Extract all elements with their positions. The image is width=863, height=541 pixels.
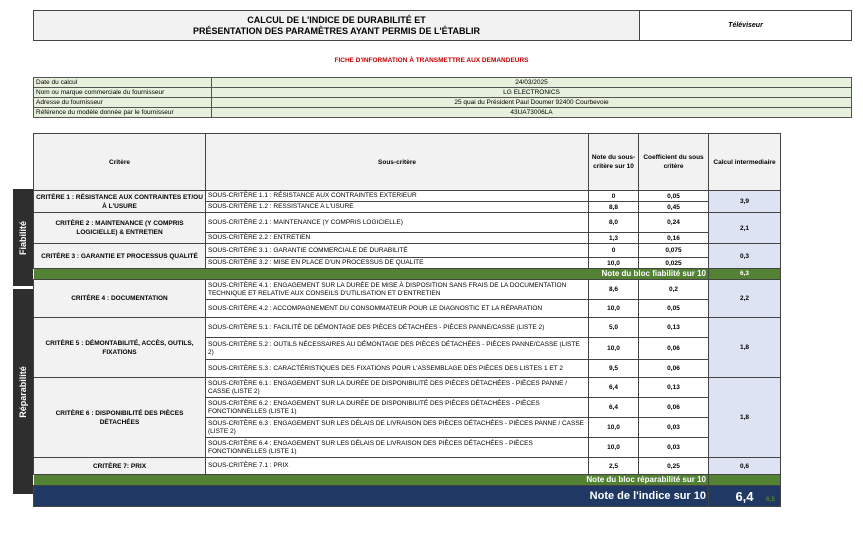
col-header-sous-critere: Sous-critère [206, 134, 589, 191]
sub-criterion-coef: 0,45 [639, 202, 709, 213]
criterion-calc: 3,9 [709, 191, 781, 213]
criterion-calc: 2,1 [709, 213, 781, 244]
fiabilite-total-value: 6,3 [709, 269, 781, 280]
sub-criterion-row [34, 213, 781, 233]
document-title [33, 10, 640, 41]
info-value: 24/03/2025 [212, 78, 852, 88]
reparabilite-total-spacer [709, 475, 781, 486]
title-line-2: PRÉSENTATION DES PARAMÈTRES AYANT PERMIS DE L'ÉTABLIR [192, 25, 480, 36]
sub-criterion-row [34, 318, 781, 338]
criterion-name: CRITÈRE 6 : DISPONIBILITÉ DES PIÈCES DÉTACHÉES [34, 378, 206, 458]
col-header-calc: Calcul intermediaire [709, 134, 781, 191]
sub-criterion-note: 5,0 [589, 318, 639, 338]
sub-criterion-label: SOUS-CRITÈRE 3.2 : MISE EN PLACE D'UN PROCESSUS DE QUALITE [206, 258, 589, 269]
sub-criterion-coef: 0,16 [639, 233, 709, 244]
criterion-name: CRITÈRE 1 : RÉSISTANCE AUX CONTRAINTES ET/OU À L'USURE [34, 191, 206, 213]
sub-criterion-coef: 0,13 [639, 378, 709, 398]
sub-criterion-coef: 0,075 [639, 244, 709, 258]
sub-criterion-note: 1,3 [589, 233, 639, 244]
block-label-fiabilite: Fiabilité [13, 189, 33, 286]
info-row [34, 88, 852, 98]
criterion-calc: 0,3 [709, 244, 781, 269]
final-score-value: 6,4 [709, 486, 781, 507]
sub-criterion-row [34, 378, 781, 398]
sub-criterion-label: SOUS-CRITÈRE 1.1 : RÉSISTANCE AUX CONTRAINTES EXTERIEUR [206, 191, 589, 202]
info-value: LG ELECTRONICS [212, 88, 852, 98]
info-label: Nom ou marque commerciale du fournisseur [34, 88, 212, 98]
title-line-1: CALCUL DE L'INDICE DE DURABILITÉ ET [247, 14, 426, 25]
info-row [34, 98, 852, 108]
sub-criterion-note: 10,0 [589, 258, 639, 269]
reparabilite-total-label: Note du bloc réparabilité sur 10 [34, 475, 709, 486]
reparabilite-total [34, 475, 781, 486]
sub-criterion-note: 10,0 [589, 300, 639, 318]
sub-criterion-label: SOUS-CRITÈRE 5.2 : OUTILS NÉCESSAIRES AU DÉMONTAGE DES PIÈCES DÉTACHÉES - PIÈCES PANNE/CASSE (LISTE 2) [206, 338, 589, 360]
info-row [34, 108, 852, 118]
reparabilite-score-outside: 6,5 [766, 496, 776, 503]
sub-criterion-row [34, 191, 781, 202]
sub-criterion-label: SOUS-CRITÈRE 6.3 : ENGAGEMENT SUR LES DÉLAIS DE LIVRAISON DES PIÈCES DÉTACHÉES - PIÈCES PANNE / CASSE (LISTE 2) [206, 418, 589, 438]
supplier-info-table [33, 77, 852, 118]
sub-criterion-label: SOUS-CRITÈRE 4.2 : ACCOMPAGNEMENT DU CONSOMMATEUR POUR LE DIAGNOSTIC ET LA RÉPARATION [206, 300, 589, 318]
col-header-coef: Coefficient du sous critère [639, 134, 709, 191]
criterion-name: CRITÈRE 5 : DÉMONTABILITÉ, ACCÈS, OUTILS, FIXATIONS [34, 318, 206, 378]
sub-criterion-coef: 0,25 [639, 458, 709, 475]
sub-criterion-note: 10,0 [589, 418, 639, 438]
sub-criterion-coef: 0,13 [639, 318, 709, 338]
sub-criterion-note: 6,4 [589, 398, 639, 418]
sub-criterion-coef: 0,24 [639, 213, 709, 233]
sub-criterion-note: 2,5 [589, 458, 639, 475]
sub-criterion-label: SOUS-CRITÈRE 6.4 : ENGAGEMENT SUR LES DÉLAIS DE LIVRAISON DES PIÈCES DÉTACHÉES - PIÈCES FONCTIONNELLES (LISTE 1) [206, 438, 589, 458]
sub-criterion-note: 8,6 [589, 280, 639, 300]
sub-criterion-row [34, 280, 781, 300]
sub-criterion-coef: 0,2 [639, 280, 709, 300]
sub-criterion-note: 10,0 [589, 438, 639, 458]
sub-criterion-coef: 0,06 [639, 398, 709, 418]
sub-criterion-note: 0 [589, 191, 639, 202]
sub-criterion-note: 9,5 [589, 360, 639, 378]
sub-criterion-note: 6,4 [589, 378, 639, 398]
info-label: Référence du modèle donnée par le fournisseur [34, 108, 212, 118]
criterion-calc: 1,8 [709, 318, 781, 378]
sub-criterion-coef: 0,06 [639, 360, 709, 378]
col-header-note: Note du sous-critère sur 10 [589, 134, 639, 191]
sub-criterion-label: SOUS-CRITÈRE 2.2 : ENTRETIEN [206, 233, 589, 244]
sub-criterion-note: 8,8 [589, 202, 639, 213]
block-label-reparabilite: Réparabilité [13, 289, 33, 494]
sub-criterion-label: SOUS-CRITÈRE 2.1 : MAINTENANCE (Y COMPRIS LOGICIELLE) [206, 213, 589, 233]
info-value: 43UA73006LA [212, 108, 852, 118]
sub-criterion-label: SOUS-CRITÈRE 7.1 : PRIX [206, 458, 589, 475]
criterion-name: CRITÈRE 3 : GARANTIE ET PROCESSUS QUALITÉ [34, 244, 206, 269]
sub-criterion-note: 8,0 [589, 213, 639, 233]
sub-criterion-label: SOUS-CRITÈRE 3.1 : GARANTIE COMMERCIALE DE DURABILITÉ [206, 244, 589, 258]
sub-criterion-label: SOUS-CRITÈRE 1.2 : RESSISTANCE A L'USURE [206, 202, 589, 213]
sub-criterion-coef: 0,03 [639, 418, 709, 438]
info-value: 25 quai du Président Paul Doumer 92400 Courbevoie [212, 98, 852, 108]
device-type: Téléviseur [640, 10, 852, 41]
fiche-heading: FICHE D'INFORMATION À TRANSMETTRE AUX DEMANDEURS [334, 57, 529, 64]
final-score-row [34, 486, 781, 507]
sub-criterion-coef: 0,03 [639, 438, 709, 458]
sub-criterion-coef: 0,06 [639, 338, 709, 360]
criterion-calc: 0,6 [709, 458, 781, 475]
sub-criterion-label: SOUS-CRITÈRE 6.1 : ENGAGEMENT SUR LA DURÉE DE DISPONIBILITÉ DES PIÈCES DÉTACHÉES - PIÈCES PANNE / CASSE (LISTE 2) [206, 378, 589, 398]
sub-criterion-row [34, 244, 781, 258]
info-label: Adresse du fournisseur [34, 98, 212, 108]
sub-criterion-note: 10,0 [589, 338, 639, 360]
fiabilite-total-label: Note du bloc fiabilité sur 10 [34, 269, 709, 280]
col-header-critere: Critère [34, 134, 206, 191]
criterion-calc: 1,8 [709, 378, 781, 458]
info-row [34, 78, 852, 88]
sub-criterion-coef: 0,05 [639, 191, 709, 202]
final-score-label: Note de l'indice sur 10 [34, 486, 709, 507]
sub-criterion-label: SOUS-CRITÈRE 6.2 : ENGAGEMENT SUR LA DURÉE DE DISPONIBILITÉ DES PIÈCES DÉTACHÉES - PIÈCES FONCTIONNELLES (LISTE 1) [206, 398, 589, 418]
sub-criterion-row [34, 458, 781, 475]
criterion-name: CRITÈRE 4 : DOCUMENTATION [34, 280, 206, 318]
info-label: Date du calcul [34, 78, 212, 88]
criterion-name: CRITÈRE 7: PRIX [34, 458, 206, 475]
fiabilite-total [34, 269, 781, 280]
criterion-name: CRITÈRE 2 : MAINTENANCE (Y COMPRIS LOGICIELLE) & ENTRETIEN [34, 213, 206, 244]
sub-criterion-label: SOUS-CRITÈRE 4.1 : ENGAGEMENT SUR LA DURÉE DE MISE À DISPOSITION SANS FRAIS DE LA DOCUMENTATION TECHNIQUE ET RELATIVE AUX CONSEILS D'UTILISATION ET D'ENTRETIEN [206, 280, 589, 300]
criterion-calc: 2,2 [709, 280, 781, 318]
sub-criterion-coef: 0,05 [639, 300, 709, 318]
sub-criterion-label: SOUS-CRITÈRE 5.1 : FACILITÉ DE DÉMONTAGE DES PIÈCES DÉTACHÉES - PIÈCES PANNE/CASSE (LISTE 2) [206, 318, 589, 338]
criteria-table [33, 133, 781, 507]
sub-criterion-coef: 0,025 [639, 258, 709, 269]
sub-criterion-note: 0 [589, 244, 639, 258]
sub-criterion-label: SOUS-CRITÈRE 5.3 : CARACTÉRISTIQUES DES FIXATIONS POUR L'ASSEMBLAGE DES PIÈCES DES LISTES 1 ET 2 [206, 360, 589, 378]
